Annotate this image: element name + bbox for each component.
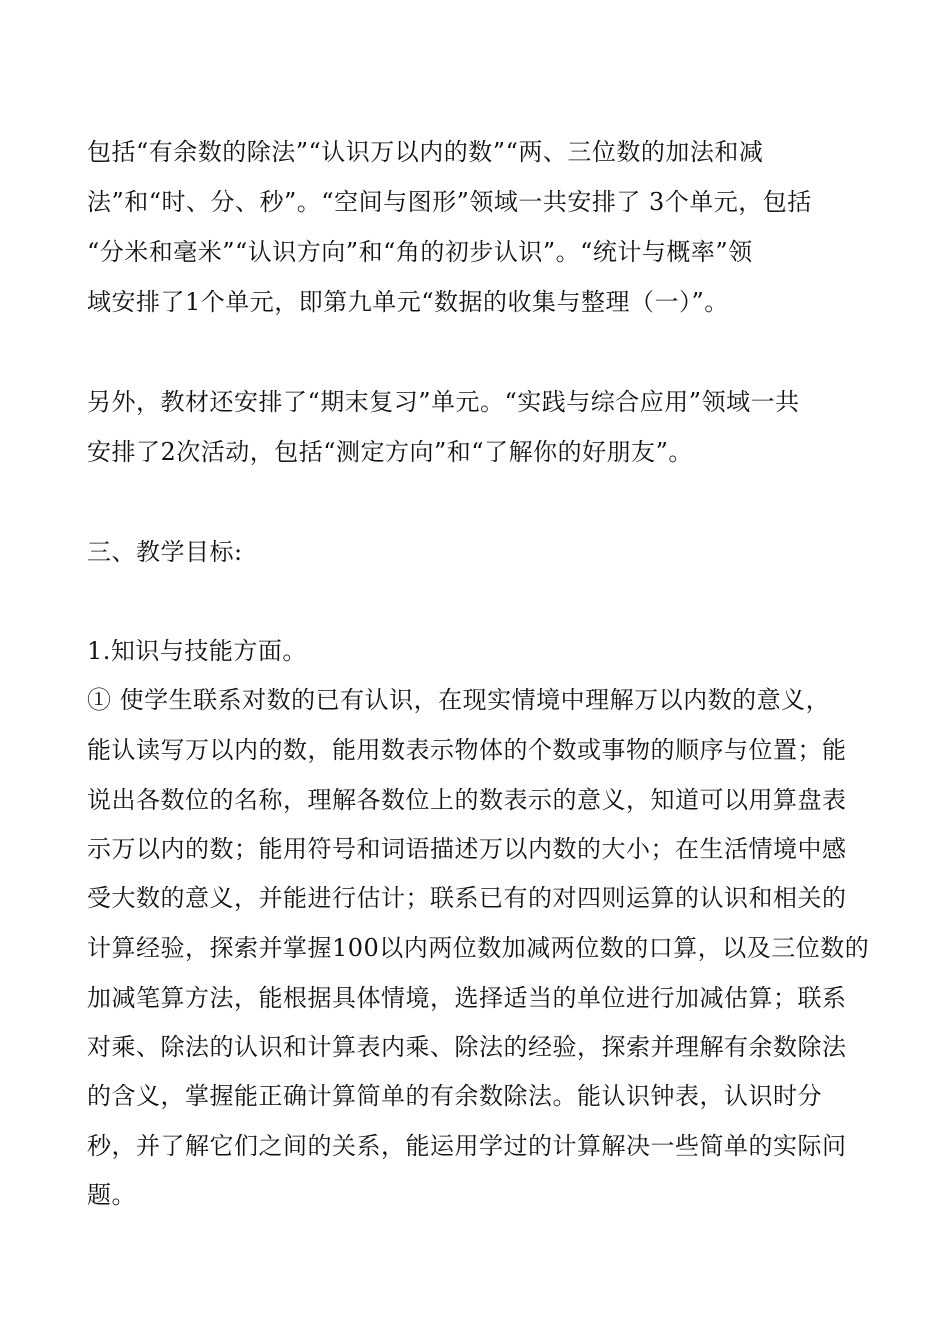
paragraph-line: 加减笔算方法，能根据具体情境，选择适当的单位进行加减估算；联系 [87, 984, 847, 1012]
paragraph-line: 包括“有余数的除法”“认识万以内的数”“两、三位数的加法和减 [87, 138, 764, 166]
paragraph-line: 受大数的意义，并能进行估计；联系已有的对四则运算的认识和相关的 [87, 884, 847, 912]
paragraph-line: 秒，并了解它们之间的关系，能运用学过的计算解决一些简单的实际问 [87, 1132, 847, 1160]
paragraph-line: 的含义，掌握能正确计算简单的有余数除法。能认识钟表，认识时分 [87, 1082, 822, 1110]
paragraph-line: 说出各数位的名称，理解各数位上的数表示的意义，知道可以用算盘表 [87, 786, 847, 814]
paragraph-line: ① 使学生联系对数的已有认识，在现实情境中理解万以内数的意义， [87, 686, 831, 714]
paragraph-line: 域安排了1个单元，即第九单元“数据的收集与整理（一）”。 [87, 288, 729, 316]
paragraph-line: 另外，教材还安排了“期末复习”单元。“实践与综合应用”领域一共 [87, 388, 800, 416]
paragraph-line: 安排了2次活动，包括“测定方向”和“了解你的好朋友”。 [87, 438, 693, 466]
paragraph-line: 对乘、除法的认识和计算表内乘、除法的经验，探索并理解有余数除法 [87, 1033, 847, 1061]
paragraph-line: 能认读写万以内的数，能用数表示物体的个数或事物的顺序与位置；能 [87, 736, 847, 764]
paragraph-line: 计算经验，探索并掌握100以内两位数加减两位数的口算，以及三位数的 [87, 934, 870, 962]
paragraph-line: 法”和“时、分、秒”。“空间与图形”领域一共安排了 3个单元，包括 [87, 188, 812, 216]
paragraph-line: 题。 [87, 1181, 136, 1209]
paragraph-line: “分米和毫米”“认识方向”和“角的初步认识”。“统计与概率”领 [87, 238, 753, 266]
section-heading: 三、教学目标: [87, 538, 243, 566]
subsection-heading: 1.知识与技能方面。 [87, 637, 307, 665]
paragraph-line: 示万以内的数；能用符号和词语描述万以内数的大小；在生活情境中感 [87, 835, 847, 863]
